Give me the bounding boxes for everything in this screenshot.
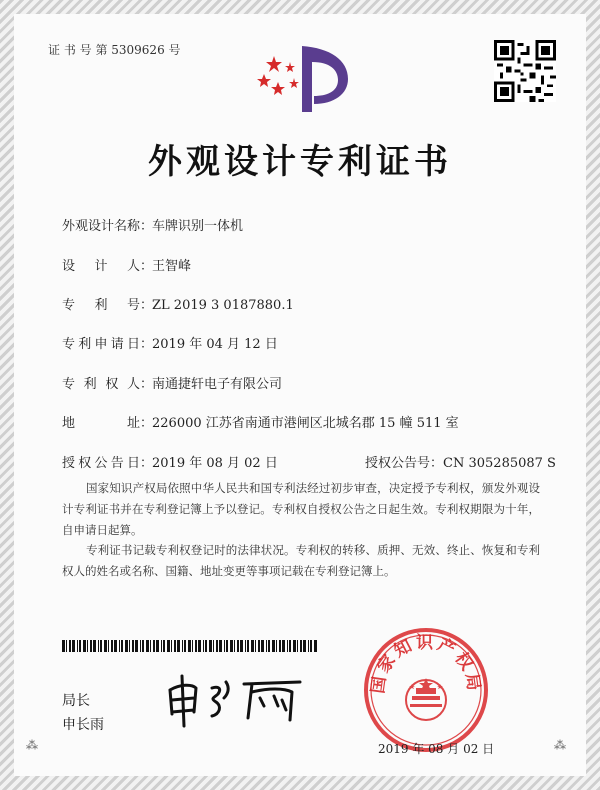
issue-date: 2019 年 08 月 02 日 — [378, 742, 495, 756]
design-name-label: 外观设计名称 — [62, 219, 141, 234]
official-seal-icon — [362, 626, 490, 754]
signatory-name: 申长雨 — [62, 717, 104, 733]
legal-paragraph-1: 国家知识产权局依照中华人民共和国专利法经过初步审查，决定授予专利权，颁发外观设计专利证书并在专利登记簿上予以登记。专利权自授权公告之日起生效。专利权期限为十年，自申请日起算。 — [62, 481, 540, 537]
application-date-label: 专利申请日 — [62, 337, 140, 352]
address-value: 226000 江苏省南通市港闸区北城名郡 15 幢 511 室 — [152, 416, 459, 431]
patentee-field: 专利权人：南通捷轩电子有限公司 — [62, 373, 282, 392]
patent-number-field: 专 利 号：ZL 2019 3 0187880.1 — [62, 294, 294, 313]
grant-number-label: 授权公告号 — [365, 456, 431, 471]
address-label: 地 址 — [62, 416, 140, 431]
designer-label: 设 计 人 — [62, 259, 140, 274]
grant-date-value: 2019 年 08 月 02 日 — [152, 456, 278, 471]
grant-number-value: CN 305285087 S — [443, 456, 556, 471]
seal-text: 国家知识产权局 — [368, 633, 484, 695]
address-field: 地 址：226000 江苏省南通市港闸区北城名郡 15 幢 511 室 — [62, 412, 459, 431]
qr-code-icon — [494, 40, 556, 102]
designer-field: 设 计 人：王智峰 — [62, 255, 191, 274]
grant-number-field: 授权公告号：CN 305285087 S — [365, 456, 556, 471]
signatory-title: 局长 — [62, 693, 90, 709]
design-name-value: 车牌识别一体机 — [152, 219, 244, 234]
cnipa-logo-icon — [254, 38, 354, 118]
design-name-field: 外观设计名称：车牌识别一体机 — [62, 215, 243, 234]
designer-value: 王智峰 — [152, 259, 192, 274]
patentee-value: 南通捷轩电子有限公司 — [152, 377, 283, 392]
patent-number-value: ZL 2019 3 0187880.1 — [152, 298, 294, 313]
handwritten-signature-icon — [160, 668, 310, 730]
application-date-field: 专利申请日：2019 年 04 月 12 日 — [62, 333, 278, 352]
certificate-number: 证 书 号 第 5309626 号 — [48, 43, 181, 57]
patent-number-label: 专 利 号 — [62, 298, 140, 313]
application-date-value: 2019 年 04 月 12 日 — [152, 337, 278, 352]
corner-ornament-icon: ⁂ — [554, 738, 566, 752]
certificate-sheet — [14, 14, 586, 776]
barcode-icon — [62, 640, 320, 652]
corner-ornament-icon: ⁂ — [26, 738, 38, 752]
patentee-label: 专利权人 — [62, 377, 140, 392]
grant-date-label: 授权公告日 — [62, 456, 140, 471]
certificate-title: 外观设计专利证书 — [148, 142, 452, 182]
grant-date-field: 授权公告日：2019 年 08 月 02 日 — [62, 452, 278, 471]
legal-paragraph-2: 专利证书记载专利权登记时的法律状况。专利权的转移、质押、无效、终止、恢复和专利权人的姓名或名称、国籍、地址变更等事项记载在专利登记簿上。 — [62, 543, 540, 578]
